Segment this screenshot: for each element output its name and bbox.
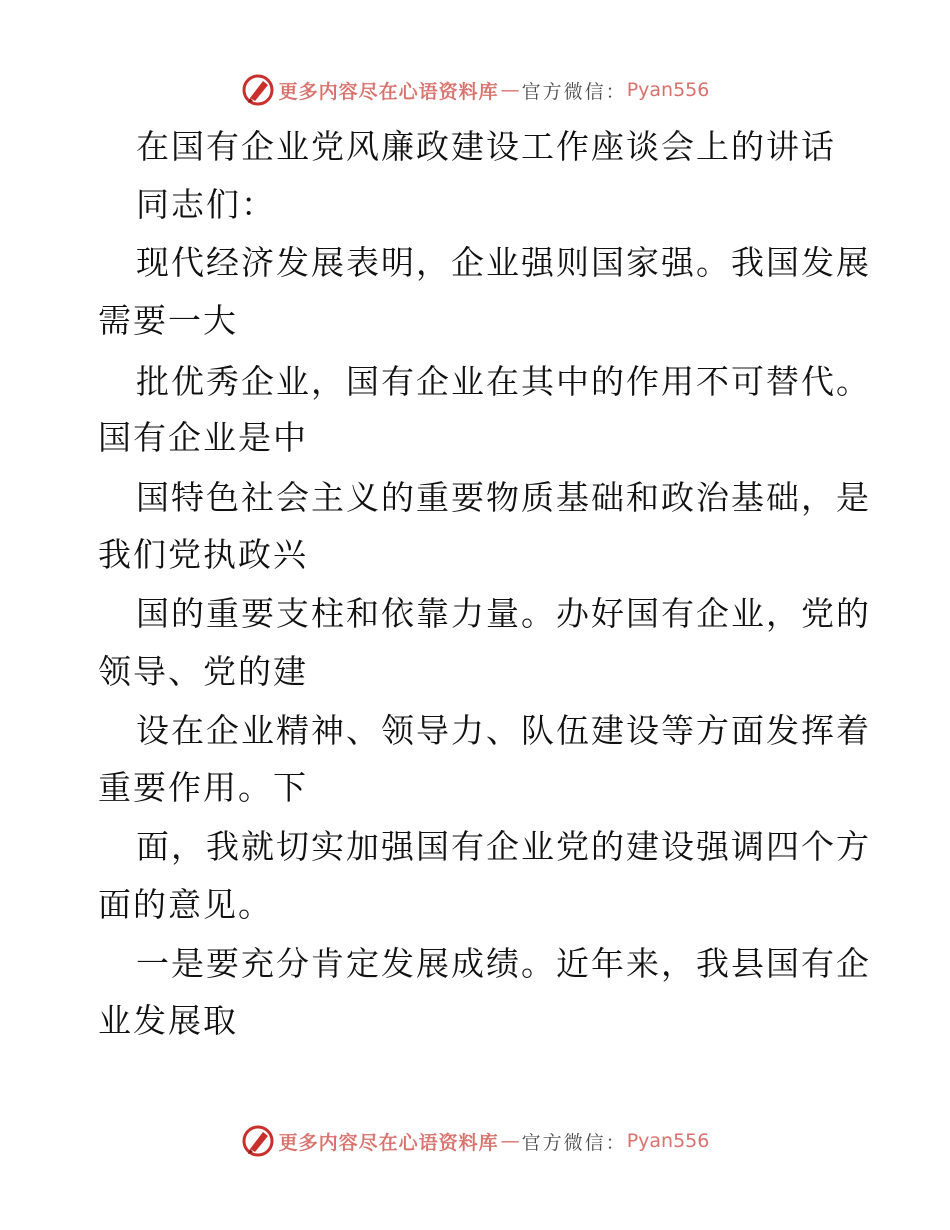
watermark-id: Pyan556 <box>626 79 710 101</box>
watermark-label: 官方微信： <box>521 1131 627 1154</box>
text-line: 我们党执政兴 <box>98 535 308 574</box>
text-line: 面，我就切实加强国有企业党的建设强调四个方 <box>136 827 871 866</box>
header-watermark <box>0 72 950 108</box>
text-line: 领导、党的建 <box>98 652 308 691</box>
footer-watermark <box>0 1123 950 1159</box>
watermark-separator: — <box>500 1130 520 1152</box>
watermark-brand: 更多内容尽在心语资料库 <box>278 80 499 103</box>
salutation: 同志们： <box>136 185 276 224</box>
watermark-label: 官方微信： <box>521 80 627 103</box>
text-line: 国特色社会主义的重要物质基础和政治基础，是 <box>136 478 871 517</box>
text-line: 一是要充分肯定发展成绩。近年来，我县国有企 <box>136 944 871 983</box>
text-line: 批优秀企业，国有企业在其中的作用不可替代。 <box>136 362 871 401</box>
text-line: 国有企业是中 <box>98 418 308 457</box>
text-line: 需要一大 <box>98 301 238 340</box>
text-line: 重要作用。下 <box>98 768 308 807</box>
text-line: 设在企业精神、领导力、队伍建设等方面发挥着 <box>136 711 871 750</box>
watermark-brand: 更多内容尽在心语资料库 <box>278 1131 499 1154</box>
text-line: 业发展取 <box>98 1001 238 1040</box>
watermark-separator: — <box>500 79 520 101</box>
watermark-id: Pyan556 <box>626 1130 710 1152</box>
pen-logo-icon <box>241 73 275 107</box>
text-line: 现代经济发展表明，企业强则国家强。我国发展 <box>136 243 871 282</box>
text-line: 国的重要支柱和依靠力量。办好国有企业，党的 <box>136 594 871 633</box>
document-title: 在国有企业党风廉政建设工作座谈会上的讲话 <box>136 127 836 166</box>
pen-logo-icon <box>241 1124 275 1158</box>
text-line: 面的意见。 <box>98 885 273 924</box>
